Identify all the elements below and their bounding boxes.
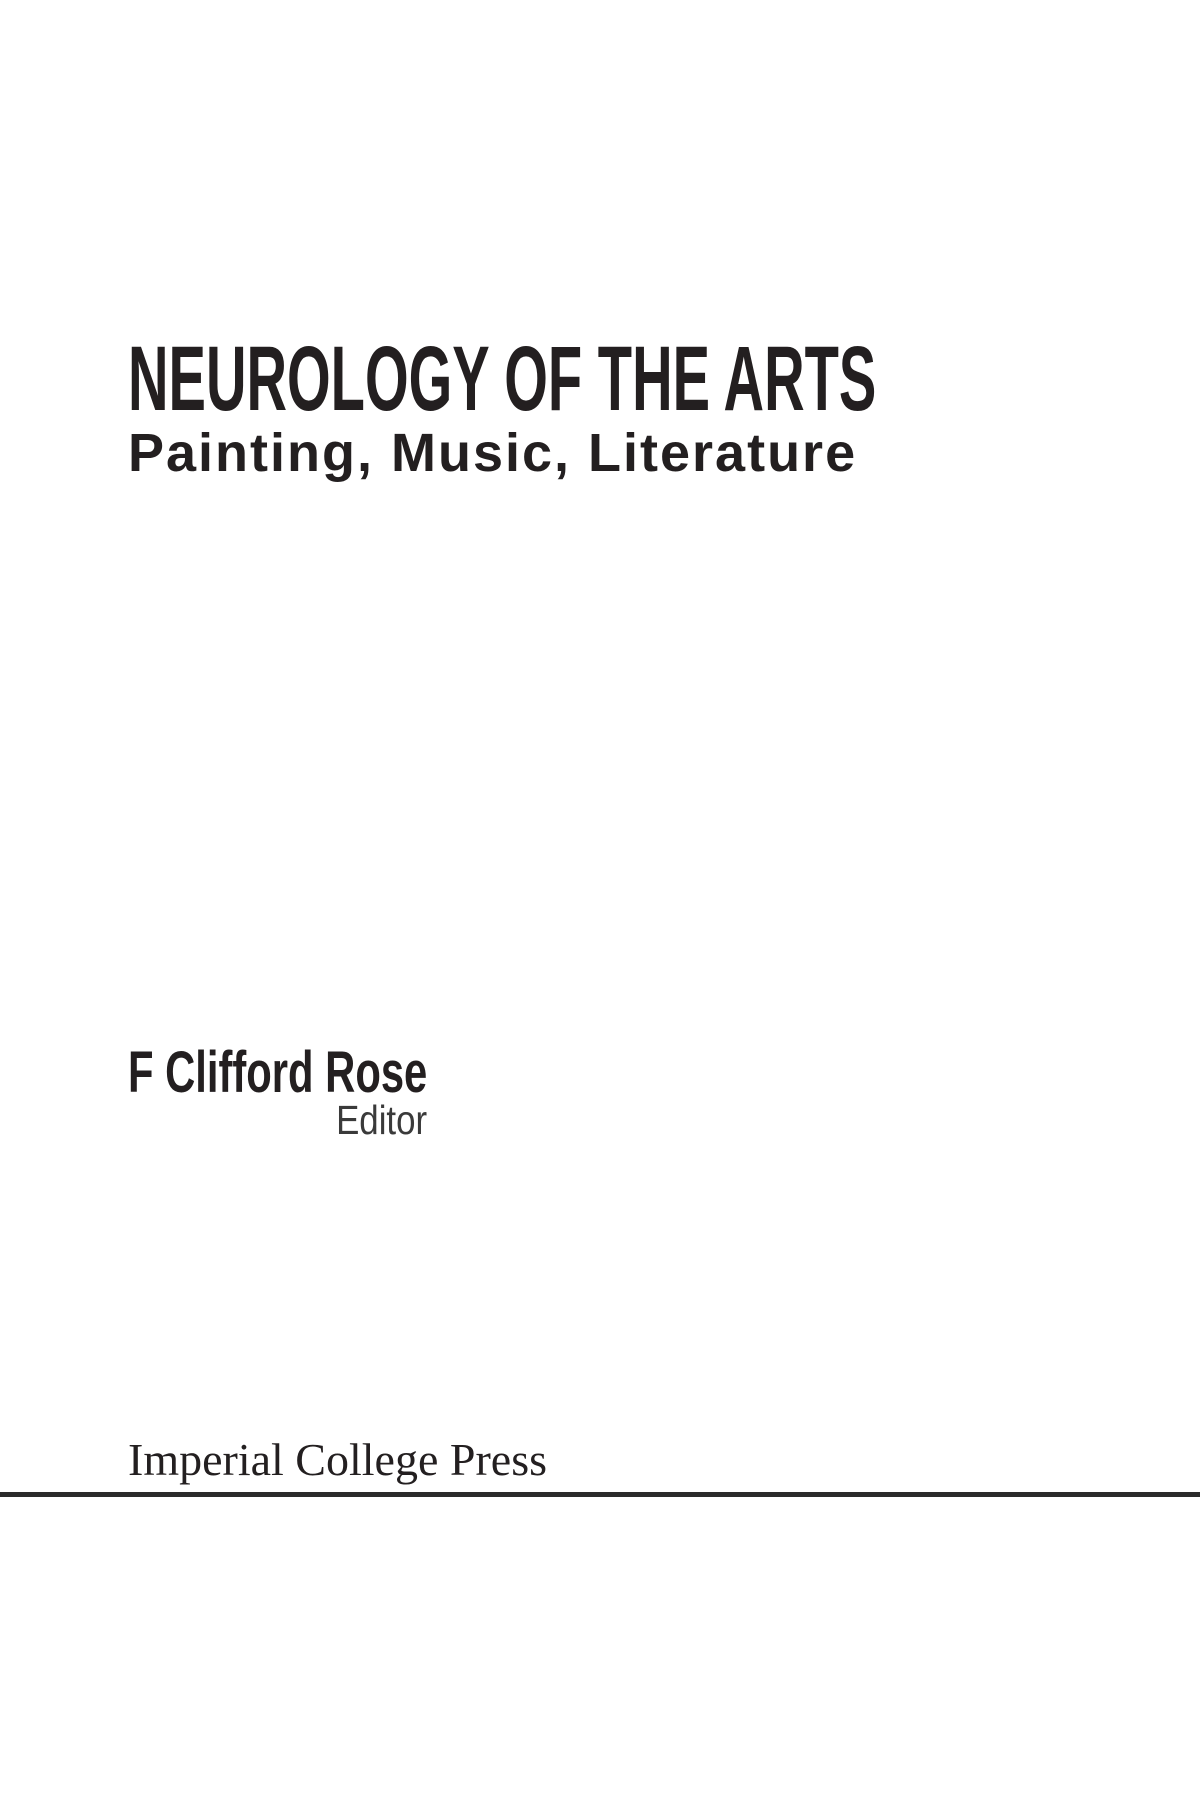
- book-title: NEUROLOGY OF THE ARTS: [128, 328, 877, 430]
- publisher-name: Imperial College Press: [128, 1434, 548, 1485]
- footer-rule: [0, 1492, 1200, 1497]
- book-subtitle: Painting, Music, Literature: [128, 423, 858, 483]
- editor-role-label: Editor: [335, 1097, 427, 1143]
- editor-name: F Clifford Rose: [128, 1040, 428, 1105]
